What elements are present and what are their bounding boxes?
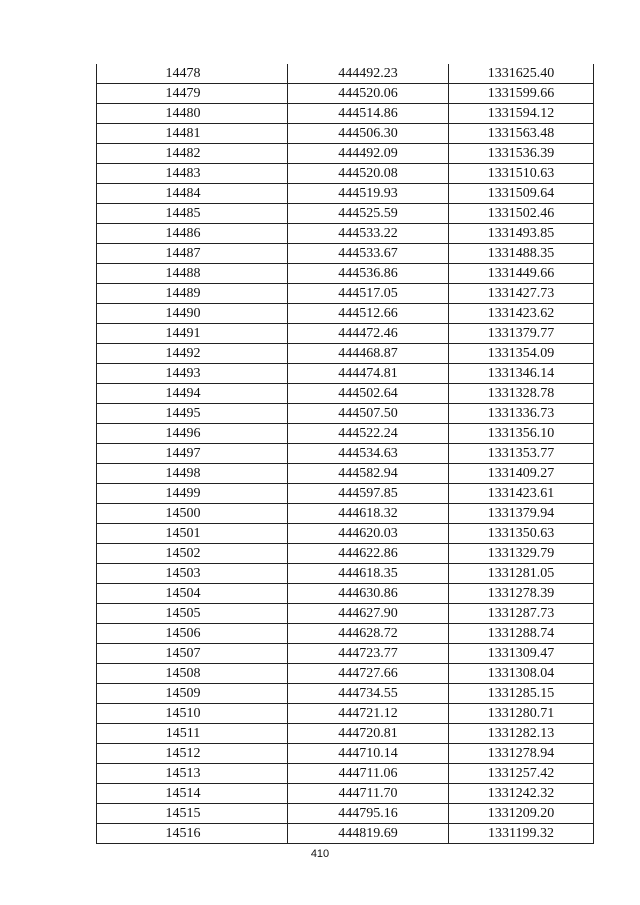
x-coordinate-cell: 444519.93 [288,184,449,204]
point-id-cell: 14512 [97,744,288,764]
x-coordinate-cell: 444506.30 [288,124,449,144]
x-coordinate-cell: 444622.86 [288,544,449,564]
point-id-cell: 14497 [97,444,288,464]
y-coordinate-cell: 1331350.63 [449,524,594,544]
y-coordinate-cell: 1331510.63 [449,164,594,184]
x-coordinate-cell: 444582.94 [288,464,449,484]
coordinate-table [96,64,594,844]
y-coordinate-cell: 1331278.39 [449,584,594,604]
point-id-cell: 14516 [97,824,288,844]
table-row [97,104,594,124]
x-coordinate-cell: 444472.46 [288,324,449,344]
y-coordinate-cell: 1331594.12 [449,104,594,124]
point-id-cell: 14480 [97,104,288,124]
y-coordinate-cell: 1331308.04 [449,664,594,684]
point-id-cell: 14481 [97,124,288,144]
x-coordinate-cell: 444474.81 [288,364,449,384]
y-coordinate-cell: 1331563.48 [449,124,594,144]
y-coordinate-cell: 1331346.14 [449,364,594,384]
y-coordinate-cell: 1331423.61 [449,484,594,504]
x-coordinate-cell: 444492.23 [288,64,449,84]
x-coordinate-cell: 444620.03 [288,524,449,544]
x-coordinate-cell: 444520.08 [288,164,449,184]
x-coordinate-cell: 444628.72 [288,624,449,644]
x-coordinate-cell: 444502.64 [288,384,449,404]
table-row [97,744,594,764]
y-coordinate-cell: 1331329.79 [449,544,594,564]
point-id-cell: 14487 [97,244,288,264]
point-id-cell: 14498 [97,464,288,484]
x-coordinate-cell: 444618.35 [288,564,449,584]
table-row [97,764,594,784]
x-coordinate-cell: 444630.86 [288,584,449,604]
x-coordinate-cell: 444618.32 [288,504,449,524]
table-row [97,284,594,304]
table-row [97,804,594,824]
table-row [97,604,594,624]
table-row [97,324,594,344]
table-row [97,164,594,184]
table-row [97,84,594,104]
table-row [97,544,594,564]
table-row [97,244,594,264]
x-coordinate-cell: 444710.14 [288,744,449,764]
table-row [97,384,594,404]
x-coordinate-cell: 444720.81 [288,724,449,744]
point-id-cell: 14484 [97,184,288,204]
x-coordinate-cell: 444520.06 [288,84,449,104]
y-coordinate-cell: 1331493.85 [449,224,594,244]
point-id-cell: 14485 [97,204,288,224]
point-id-cell: 14502 [97,544,288,564]
page-number: 410 [310,848,330,860]
point-id-cell: 14503 [97,564,288,584]
x-coordinate-cell: 444492.09 [288,144,449,164]
y-coordinate-cell: 1331282.13 [449,724,594,744]
y-coordinate-cell: 1331287.73 [449,604,594,624]
table-body [97,64,594,844]
table-row [97,484,594,504]
point-id-cell: 14499 [97,484,288,504]
table-row [97,684,594,704]
table-row [97,524,594,544]
point-id-cell: 14482 [97,144,288,164]
point-id-cell: 14500 [97,504,288,524]
table-row [97,184,594,204]
y-coordinate-cell: 1331209.20 [449,804,594,824]
y-coordinate-cell: 1331281.05 [449,564,594,584]
x-coordinate-cell: 444536.86 [288,264,449,284]
table-row [97,144,594,164]
y-coordinate-cell: 1331502.46 [449,204,594,224]
y-coordinate-cell: 1331449.66 [449,264,594,284]
table-row [97,464,594,484]
point-id-cell: 14506 [97,624,288,644]
table-row [97,444,594,464]
point-id-cell: 14504 [97,584,288,604]
point-id-cell: 14514 [97,784,288,804]
point-id-cell: 14510 [97,704,288,724]
point-id-cell: 14491 [97,324,288,344]
x-coordinate-cell: 444597.85 [288,484,449,504]
y-coordinate-cell: 1331280.71 [449,704,594,724]
y-coordinate-cell: 1331509.64 [449,184,594,204]
y-coordinate-cell: 1331353.77 [449,444,594,464]
point-id-cell: 14479 [97,84,288,104]
point-id-cell: 14488 [97,264,288,284]
x-coordinate-cell: 444795.16 [288,804,449,824]
point-id-cell: 14505 [97,604,288,624]
y-coordinate-cell: 1331356.10 [449,424,594,444]
x-coordinate-cell: 444711.06 [288,764,449,784]
table-row [97,664,594,684]
point-id-cell: 14492 [97,344,288,364]
point-id-cell: 14493 [97,364,288,384]
point-id-cell: 14496 [97,424,288,444]
point-id-cell: 14508 [97,664,288,684]
point-id-cell: 14513 [97,764,288,784]
table-row [97,784,594,804]
y-coordinate-cell: 1331423.62 [449,304,594,324]
point-id-cell: 14509 [97,684,288,704]
point-id-cell: 14494 [97,384,288,404]
table-row [97,504,594,524]
x-coordinate-cell: 444525.59 [288,204,449,224]
y-coordinate-cell: 1331278.94 [449,744,594,764]
point-id-cell: 14490 [97,304,288,324]
x-coordinate-cell: 444711.70 [288,784,449,804]
table-row [97,64,594,84]
x-coordinate-cell: 444723.77 [288,644,449,664]
x-coordinate-cell: 444522.24 [288,424,449,444]
y-coordinate-cell: 1331379.77 [449,324,594,344]
x-coordinate-cell: 444727.66 [288,664,449,684]
table-row [97,404,594,424]
x-coordinate-cell: 444819.69 [288,824,449,844]
x-coordinate-cell: 444514.86 [288,104,449,124]
x-coordinate-cell: 444517.05 [288,284,449,304]
x-coordinate-cell: 444534.63 [288,444,449,464]
table-row [97,344,594,364]
x-coordinate-cell: 444468.87 [288,344,449,364]
y-coordinate-cell: 1331288.74 [449,624,594,644]
x-coordinate-cell: 444533.22 [288,224,449,244]
point-id-cell: 14507 [97,644,288,664]
table-row [97,624,594,644]
x-coordinate-cell: 444734.55 [288,684,449,704]
table-row [97,264,594,284]
y-coordinate-cell: 1331379.94 [449,504,594,524]
point-id-cell: 14501 [97,524,288,544]
y-coordinate-cell: 1331409.27 [449,464,594,484]
x-coordinate-cell: 444627.90 [288,604,449,624]
y-coordinate-cell: 1331309.47 [449,644,594,664]
x-coordinate-cell: 444721.12 [288,704,449,724]
y-coordinate-cell: 1331336.73 [449,404,594,424]
table-row [97,704,594,724]
y-coordinate-cell: 1331354.09 [449,344,594,364]
y-coordinate-cell: 1331536.39 [449,144,594,164]
y-coordinate-cell: 1331488.35 [449,244,594,264]
table-row [97,364,594,384]
x-coordinate-cell: 444512.66 [288,304,449,324]
y-coordinate-cell: 1331242.32 [449,784,594,804]
point-id-cell: 14489 [97,284,288,304]
point-id-cell: 14515 [97,804,288,824]
point-id-cell: 14495 [97,404,288,424]
table-row [97,424,594,444]
table-row [97,124,594,144]
x-coordinate-cell: 444533.67 [288,244,449,264]
table-row [97,224,594,244]
table-row [97,204,594,224]
point-id-cell: 14511 [97,724,288,744]
y-coordinate-cell: 1331199.32 [449,824,594,844]
table-row [97,644,594,664]
y-coordinate-cell: 1331427.73 [449,284,594,304]
table-row [97,304,594,324]
point-id-cell: 14478 [97,64,288,84]
table-row [97,564,594,584]
table-row [97,584,594,604]
table-row [97,724,594,744]
point-id-cell: 14486 [97,224,288,244]
y-coordinate-cell: 1331285.15 [449,684,594,704]
y-coordinate-cell: 1331625.40 [449,64,594,84]
y-coordinate-cell: 1331328.78 [449,384,594,404]
point-id-cell: 14483 [97,164,288,184]
y-coordinate-cell: 1331599.66 [449,84,594,104]
x-coordinate-cell: 444507.50 [288,404,449,424]
table-row [97,824,594,844]
y-coordinate-cell: 1331257.42 [449,764,594,784]
